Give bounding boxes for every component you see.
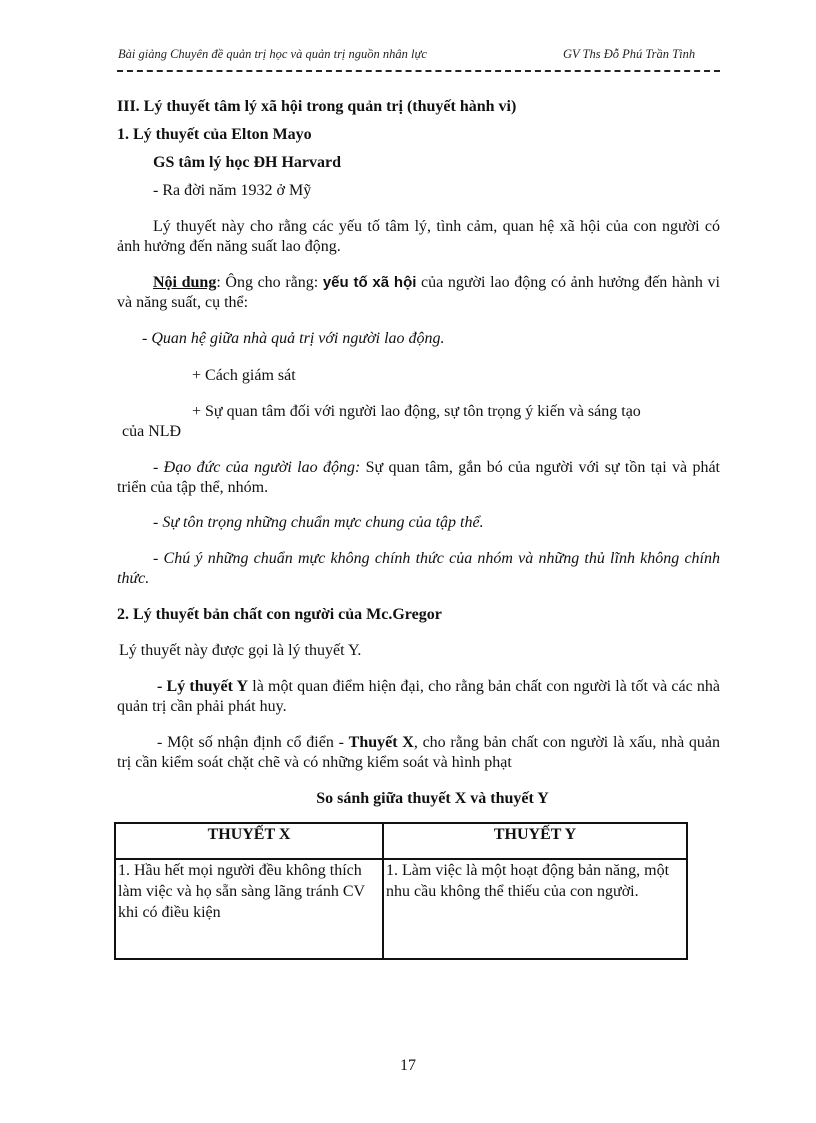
page-number: 17: [400, 1057, 416, 1074]
mayo-author: GS tâm lý học ĐH Harvard: [153, 154, 341, 171]
header-course-title: Bài giảng Chuyên đề quản trị học và quản trị nguồn nhân lực: [118, 47, 427, 61]
table-header-x: THUYẾT X: [115, 823, 383, 859]
mayo-item-ethics: [117, 458, 720, 498]
mayo-item-care-line1: + Sự quan tâm đối với người lao động, sự tôn trọng ý kiến và sáng tạo: [192, 403, 641, 420]
mayo-item-norms: - Sự tôn trọng những chuẩn mực chung của tập thể.: [153, 514, 484, 531]
header-divider: [117, 70, 720, 72]
mayo-item-relation: - Quan hệ giữa nhà quả trị với người lao động.: [142, 330, 445, 347]
mayo-year: - Ra đời năm 1932 ở Mỹ: [153, 182, 312, 199]
theory-x-label: Thuyết X: [348, 734, 414, 751]
table-row: [115, 859, 687, 959]
subsection-heading-mayo: 1. Lý thuyết của Elton Mayo: [117, 126, 312, 143]
mayo-intro-paragraph: Lý thuyết này cho rằng các yếu tố tâm lý, tình cảm, quan hệ xã hội của con người có ảnh hưởng đến năng suất lao động.: [117, 218, 720, 255]
theory-y-paragraph: [117, 677, 720, 717]
header-author: GV Ths Đỗ Phú Trần Tình: [563, 47, 696, 61]
theory-y-label: - Lý thuyết Y: [157, 678, 249, 695]
ethics-label: - Đạo đức của người lao động:: [153, 459, 361, 476]
ethics-text: Sự quan tâm, gắn bó của người với sự tồn tại và phát triển của tập thể, nhóm.: [117, 459, 721, 496]
table-cell-y: 1. Làm việc là một hoạt động bản năng, một nhu cầu không thể thiếu của con người.: [383, 859, 687, 959]
mayo-item-care-line2: của NLĐ: [122, 423, 182, 440]
theory-x-pre: - Một số nhận định cổ điển -: [157, 734, 349, 751]
theory-x-text: , cho rằng bản chất con người là xấu, nhà quản trị cần kiểm soát chặt chẽ và có những kiểm soát và hình phạt: [117, 734, 721, 771]
section-heading: III. Lý thuyết tâm lý xã hội trong quản trị (thuyết hành vi): [117, 98, 517, 115]
theory-y-text: là một quan điểm hiện đại, cho rằng bản chất con người là tốt và các nhà quản trị cần phải phát huy.: [117, 678, 721, 715]
comparison-table: [114, 822, 688, 960]
content-bold: yếu tố xã hội: [322, 274, 417, 291]
table-cell-x: 1. Hầu hết mọi người đều không thích làm việc và họ sẵn sàng lãng tránh CV khi có điều kiện: [115, 859, 383, 959]
mayo-content-paragraph: [117, 273, 720, 313]
subsection-heading-mcgregor: 2. Lý thuyết bản chất con người của Mc.Gregor: [117, 606, 442, 623]
content-label: Nội dung: [153, 274, 217, 291]
mayo-item-informal: - Chú ý những chuẩn mực không chính thức của nhóm và những thủ lĩnh không chính thức.: [117, 550, 720, 587]
content-pre: : Ông cho rằng:: [216, 274, 323, 291]
mayo-item-supervision: + Cách giám sát: [192, 367, 296, 384]
table-header-row: [115, 823, 687, 859]
table-header-y: THUYẾT Y: [383, 823, 687, 859]
comparison-title: So sánh giữa thuyết X và thuyết Y: [316, 790, 549, 807]
mcgregor-intro: Lý thuyết này được gọi là lý thuyết Y.: [119, 642, 362, 659]
content-post: của người lao động có ảnh hưởng đến hành vi và năng suất, cụ thể:: [117, 274, 721, 311]
theory-x-paragraph: [117, 733, 720, 773]
